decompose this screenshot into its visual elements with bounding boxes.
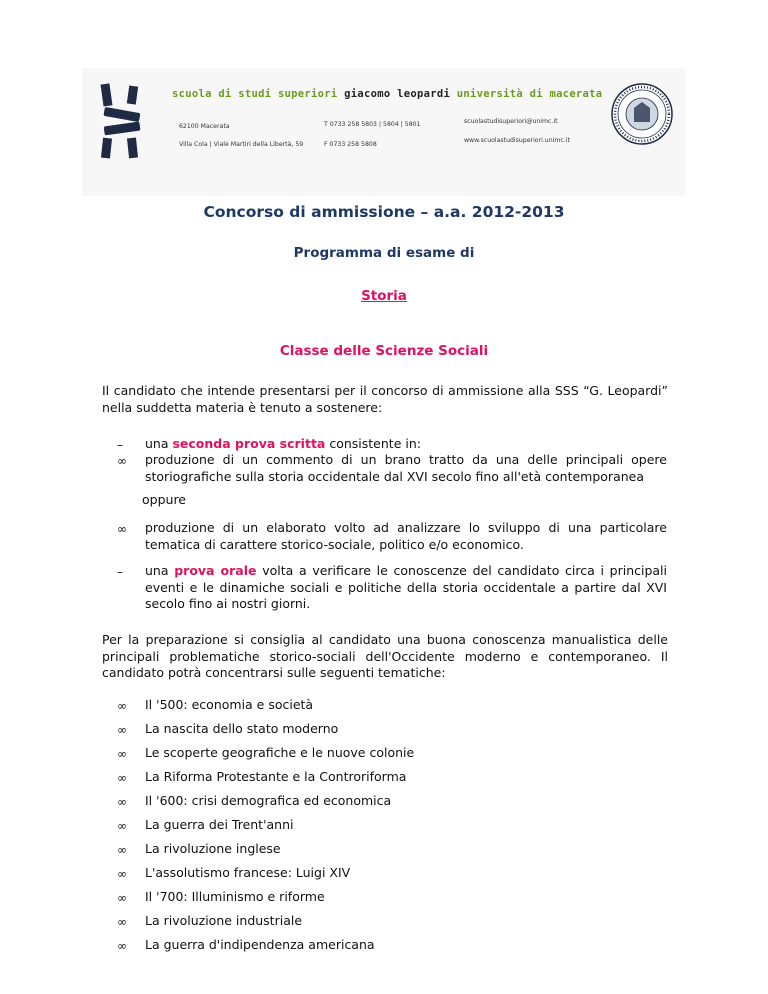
school-logo	[100, 82, 144, 160]
dash-bullet: –	[117, 565, 123, 579]
written-test-item: una seconda prova scritta consistente in:	[145, 436, 421, 451]
infinity-bullet: ∞	[117, 819, 127, 833]
dash-bullet: –	[117, 438, 123, 452]
topic-item: Il '500: economia e società	[145, 697, 314, 712]
fax: F 0733 258 5808	[324, 141, 377, 148]
infinity-bullet: ∞	[117, 699, 127, 713]
topic-item: La nascita dello stato moderno	[145, 721, 339, 736]
address: Villa Cola | Viale Martiri della Libertà, 59	[179, 141, 304, 148]
infinity-bullet: ∞	[117, 867, 127, 881]
topic-item: La rivoluzione inglese	[145, 841, 281, 856]
oral-test-item: una prova orale volta a verificare le conoscenze del candidato circa i principali eventi e le dinamiche sociali e politiche della storia occidentale a partire dal XVI secolo fino ai nostri giorni.	[145, 563, 668, 611]
infinity-bullet: ∞	[117, 843, 127, 857]
page-subtitle: Programma di esame di	[293, 245, 475, 261]
page-title: Concorso di ammissione – a.a. 2012-2013	[203, 203, 565, 221]
topic-item: La Riforma Protestante e la Controriforma	[145, 769, 407, 784]
infinity-bullet: ∞	[117, 915, 127, 929]
written-test-highlight: seconda prova scritta	[172, 436, 326, 451]
cap-city: 62100 Macerata	[179, 123, 230, 130]
oral-test-highlight: prova orale	[174, 563, 257, 578]
topic-item: Il '700: Illuminismo e riforme	[145, 889, 325, 904]
infinity-bullet: ∞	[117, 454, 127, 468]
infinity-bullet: ∞	[117, 522, 127, 536]
written-option-1: produzione di un commento di un brano tratto da una delle principali opere storiografiche sulla storia occidentale dal XVI secolo fino all'età contemporanea	[145, 452, 667, 484]
letterhead-title: scuola di studi superiori giacomo leopardi università di macerata	[172, 88, 603, 100]
phone: T 0733 258 5803 | 5804 | 5801	[324, 121, 421, 128]
topic-item: Le scoperte geografiche e le nuove colonie	[145, 745, 415, 760]
topic-item: La rivoluzione industriale	[145, 913, 303, 928]
class-title: Classe delle Scienze Sociali	[279, 343, 489, 359]
topic-item: Il '600: crisi demografica ed economica	[145, 793, 392, 808]
or-label: oppure	[142, 492, 186, 507]
letterhead	[82, 68, 685, 196]
intro-paragraph: Il candidato che intende presentarsi per il concorso di ammissione alla SSS “G. Leopardi” nella suddetta materia è tenuto a sostenere:	[102, 383, 668, 415]
written-option-2: produzione di un elaborato volto ad analizzare lo sviluppo di una particolare tematica di carattere storico-sociale, politico e/o economico.	[145, 520, 667, 552]
subject-title: Storia	[361, 288, 407, 304]
infinity-bullet: ∞	[117, 795, 127, 809]
infinity-bullet: ∞	[117, 771, 127, 785]
preparation-paragraph: Per la preparazione si consiglia al candidato una buona conoscenza manualistica delle principali problematiche storico-sociali dell'Occidente moderno e contemporaneo. Il candidato potrà concentrarsi sulle seguenti tematiche:	[102, 632, 668, 680]
topic-item: L'assolutismo francese: Luigi XIV	[145, 865, 351, 880]
infinity-bullet: ∞	[117, 747, 127, 761]
topic-item: La guerra dei Trent'anni	[145, 817, 294, 832]
infinity-bullet: ∞	[117, 723, 127, 737]
email: scuolastudisuperiori@unimc.it	[464, 118, 558, 125]
topic-item: La guerra d'indipendenza americana	[145, 937, 375, 952]
website: www.scuolastudisuperiori.unimc.it	[464, 137, 570, 144]
university-seal-icon	[610, 82, 674, 146]
infinity-bullet: ∞	[117, 891, 127, 905]
infinity-bullet: ∞	[117, 939, 127, 953]
